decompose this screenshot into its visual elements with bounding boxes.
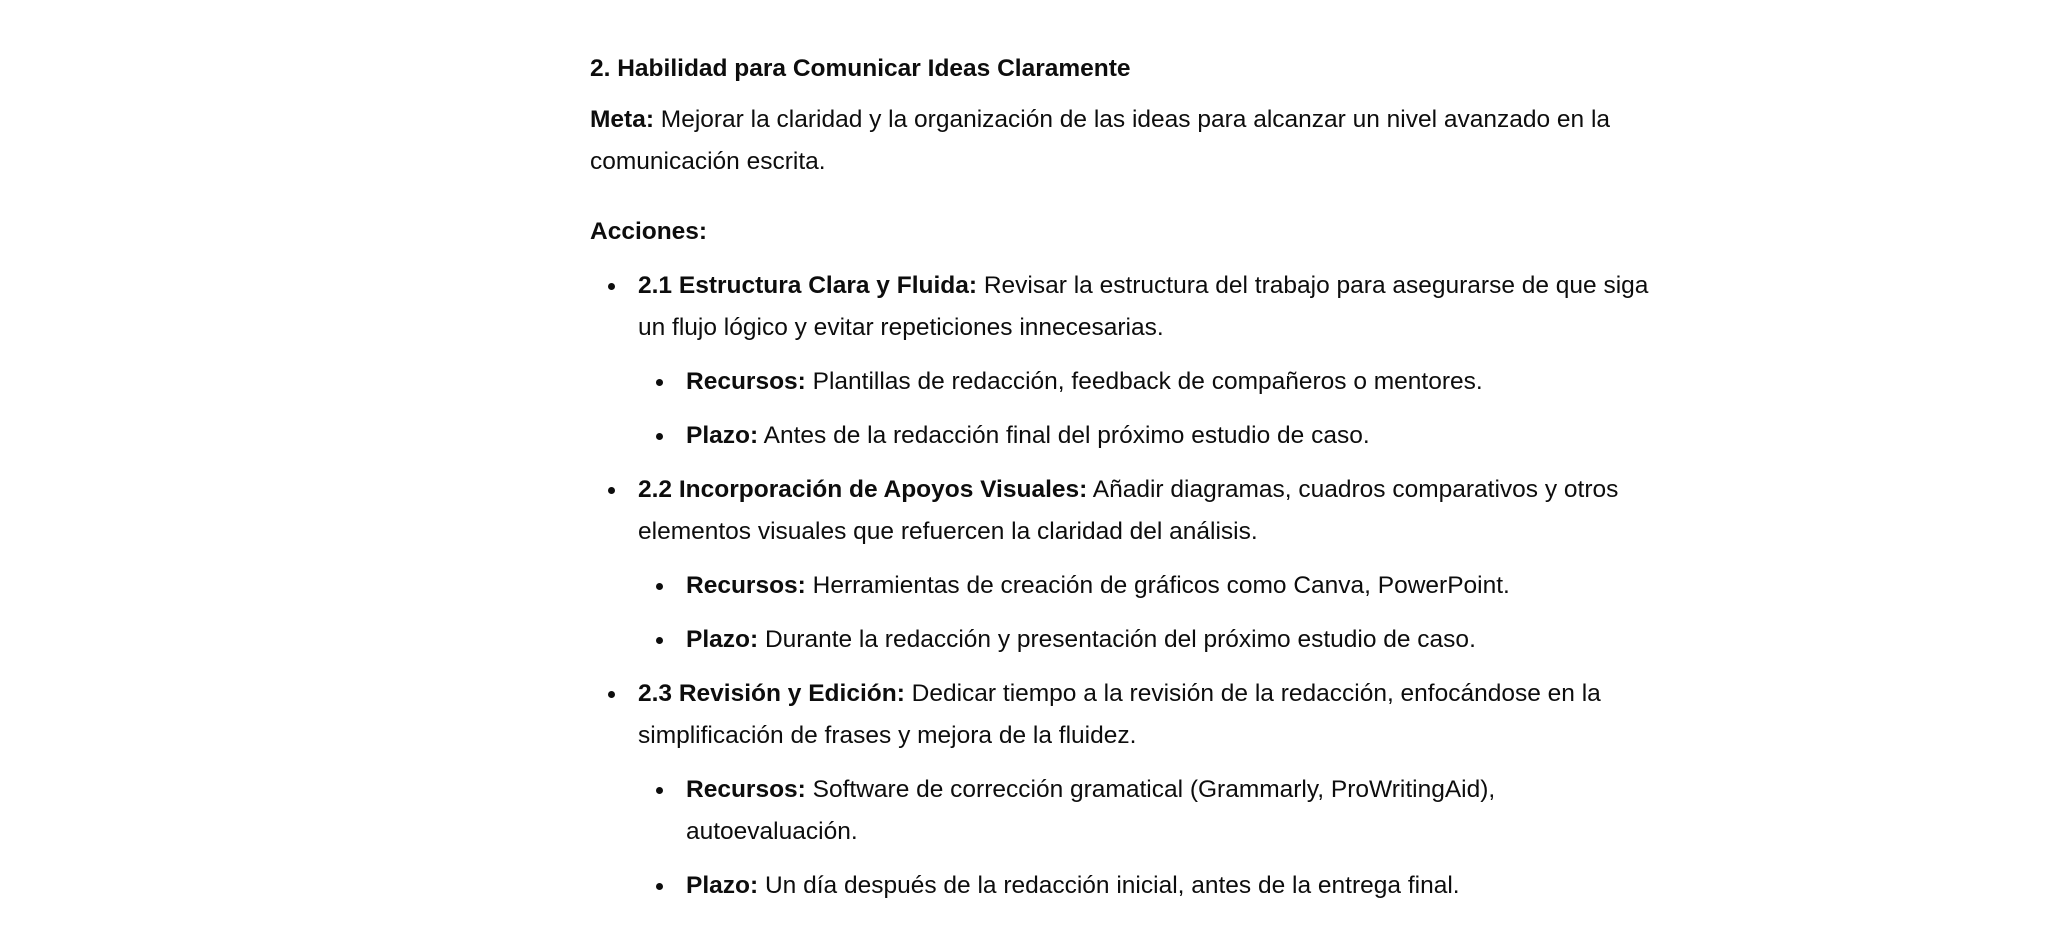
action-details bbox=[638, 769, 1650, 907]
bullet-icon bbox=[608, 487, 615, 494]
resources-item bbox=[638, 769, 1650, 853]
deadline-text: Durante la redacción y presentación del próximo estudio de caso. bbox=[758, 626, 1476, 653]
bullet-icon bbox=[608, 283, 615, 290]
resources-text: Plantillas de redacción, feedback de compañeros o mentores. bbox=[805, 368, 1483, 395]
resources-text: Software de corrección gramatical (Grammarly, ProWritingAid), autoevaluación. bbox=[686, 776, 1496, 845]
action-item bbox=[590, 469, 1650, 661]
goal-text: Mejorar la claridad y la organización de las ideas para alcanzar un nivel avanzado en la comunicación escrita. bbox=[590, 106, 1611, 175]
action-title: 2.2 Incorporación de Apoyos Visuales: bbox=[638, 476, 1088, 503]
action-title: 2.3 Revisión y Edición: bbox=[638, 680, 905, 707]
deadline-label: Plazo: bbox=[686, 626, 759, 653]
bullet-icon bbox=[656, 883, 663, 890]
bullet-icon bbox=[656, 583, 663, 590]
action-text: Revisar la estructura del trabajo para asegurarse de que siga un flujo lógico y evitar repeticiones innecesarias. bbox=[638, 272, 1649, 341]
action-item bbox=[590, 673, 1650, 907]
bullet-icon bbox=[656, 433, 663, 440]
deadline-item bbox=[638, 865, 1650, 907]
bullet-icon bbox=[656, 379, 663, 386]
action-text: Añadir diagramas, cuadros comparativos y otros elementos visuales que refuercen la claridad del análisis. bbox=[638, 476, 1619, 545]
action-title: 2.1 Estructura Clara y Fluida: bbox=[638, 272, 978, 299]
resources-text: Herramientas de creación de gráficos como Canva, PowerPoint. bbox=[805, 572, 1510, 599]
deadline-text: Antes de la redacción final del próximo estudio de caso. bbox=[758, 422, 1370, 449]
action-item bbox=[590, 265, 1650, 457]
deadline-text: Un día después de la redacción inicial, antes de la entrega final. bbox=[758, 872, 1460, 899]
action-details bbox=[638, 565, 1650, 661]
action-details bbox=[638, 361, 1650, 457]
bullet-icon bbox=[656, 637, 663, 644]
bullet-icon bbox=[656, 787, 663, 794]
resources-item bbox=[638, 361, 1650, 403]
document-body bbox=[590, 48, 1650, 919]
actions-list bbox=[590, 265, 1650, 907]
deadline-label: Plazo: bbox=[686, 872, 759, 899]
actions-heading: Acciones: bbox=[590, 218, 708, 245]
bullet-icon bbox=[608, 691, 615, 698]
deadline-label: Plazo: bbox=[686, 422, 759, 449]
section-heading: 2. Habilidad para Comunicar Ideas Claramente bbox=[590, 55, 1131, 82]
action-text: Dedicar tiempo a la revisión de la redacción, enfocándose en la simplificación de frases y mejora de la fluidez. bbox=[638, 680, 1601, 749]
resources-label: Recursos: bbox=[686, 776, 806, 803]
deadline-item bbox=[638, 619, 1650, 661]
goal-paragraph bbox=[590, 99, 1650, 183]
resources-item bbox=[638, 565, 1650, 607]
resources-label: Recursos: bbox=[686, 572, 806, 599]
deadline-item bbox=[638, 415, 1650, 457]
goal-label: Meta: bbox=[590, 106, 654, 133]
resources-label: Recursos: bbox=[686, 368, 806, 395]
